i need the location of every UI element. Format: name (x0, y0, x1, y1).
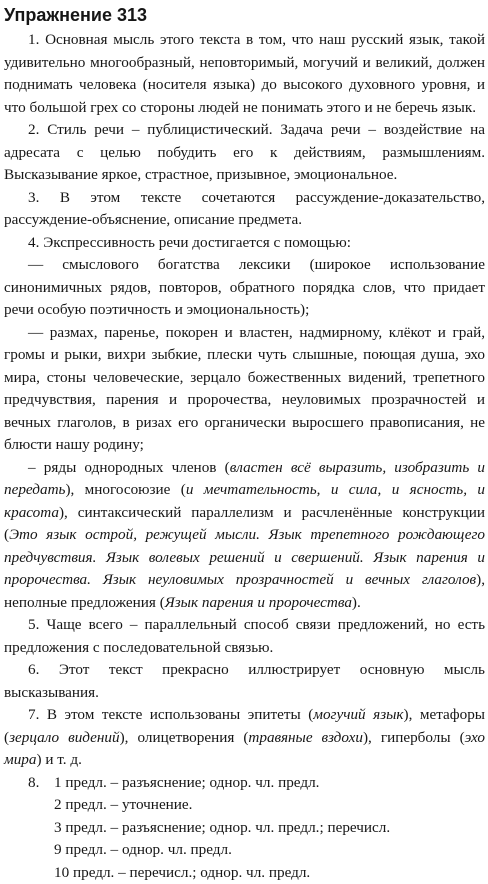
italic-example: могучий язык (313, 706, 403, 723)
text-run: 7. В этом тексте использованы эпитеты ( (28, 706, 313, 723)
point-1: 1. Основная мысль этого текста в том, что наш русский язык, такой удивительно многообразный, неповторимый, могучий и великий, должен поднимать человека (носителя языка) до высокого духовного уровня, и что большой грех со стороны людей не понимать этого и не беречь язык. (4, 29, 485, 119)
point-8-row: 2 предл. – уточнение. (4, 794, 485, 817)
point-8-row: 3 предл. – разъяснение; однор. чл. предл.; перечисл. (4, 817, 485, 840)
point-5: 5. Чаще всего – параллельный способ связи предложений, но есть предложения с последовательной связью. (4, 614, 485, 659)
text-run: ), гиперболы ( (363, 729, 465, 746)
italic-example: Язык парения и пророчества (165, 594, 352, 611)
text-run: ), многосоюзие ( (65, 481, 185, 498)
text-run: ), синтаксический параллелизм и расчленённые конструкции ( (4, 504, 485, 544)
italic-example: властен всё выразить, изобразить и передать (4, 459, 485, 499)
point-8-item: 1 предл. – разъяснение; однор. чл. предл. (54, 774, 319, 791)
italic-example: и мечтательность, и сила, и ясность, и красота (4, 481, 485, 521)
point-8-number: 8. (28, 772, 54, 795)
exercise-title: Упражнение 313 (4, 4, 485, 26)
point-6: 6. Этот текст прекрасно иллюстрирует основную мысль высказывания. (4, 659, 485, 704)
point-4-dash-3 (4, 457, 485, 615)
text-run: ), олицетворения ( (120, 729, 249, 746)
point-4: 4. Экспрессивность речи достигается с помощью: (4, 232, 485, 255)
text-run: ), неполные предложения ( (4, 571, 485, 611)
point-7 (4, 704, 485, 772)
text-run: – ряды однородных членов ( (28, 459, 230, 476)
italic-example: травяные вздохи (248, 729, 363, 746)
text-run: ). (352, 594, 361, 611)
point-2: 2. Стиль речи – публицистический. Задача речи – воздействие на адресата с целью побудить его к действиям, размышлениям. Высказывание яркое, страстное, призывное, эмоциональное. (4, 119, 485, 187)
text-run: ), метафоры ( (4, 706, 485, 746)
italic-example: эхо мира (4, 729, 485, 769)
point-8-row (4, 772, 485, 795)
point-4-dash-2: — размах, паренье, покорен и властен, надмирному, клёкот и грай, громы и рыки, вихри зыбкие, плески чуть слышные, поющая душа, эхо мира, стоны человеческие, зерцало божественных видений, трепетного предчувствия, парения и пророчества, неуловимых прозрачностей и вечных глаголов, в ризах его органически выросшего правописания, не блюсти нашу родину; (4, 322, 485, 457)
italic-example: зерцало видений (9, 729, 120, 746)
point-3: 3. В этом тексте сочетаются рассуждение-доказательство, рассуждение-объяснение, описание предмета. (4, 187, 485, 232)
italic-example: Это язык острой, режущей мысли. Язык трепетного рождающего предчувствия. Язык волевых решений и свершений. Язык парения и пророчества. Язык неуловимых прозрачностей и вечных глаголов (4, 526, 485, 588)
text-run: ) и т. д. (36, 751, 81, 768)
point-4-dash-1: — смыслового богатства лексики (широкое использование синонимичных рядов, повторов, обратного порядка слов, что придает речи особую поэтичность и эмоциональность); (4, 254, 485, 322)
point-8 (4, 772, 485, 884)
point-8-row: 9 предл. – однор. чл. предл. (4, 839, 485, 862)
point-8-row: 10 предл. – перечисл.; однор. чл. предл. (4, 862, 485, 884)
